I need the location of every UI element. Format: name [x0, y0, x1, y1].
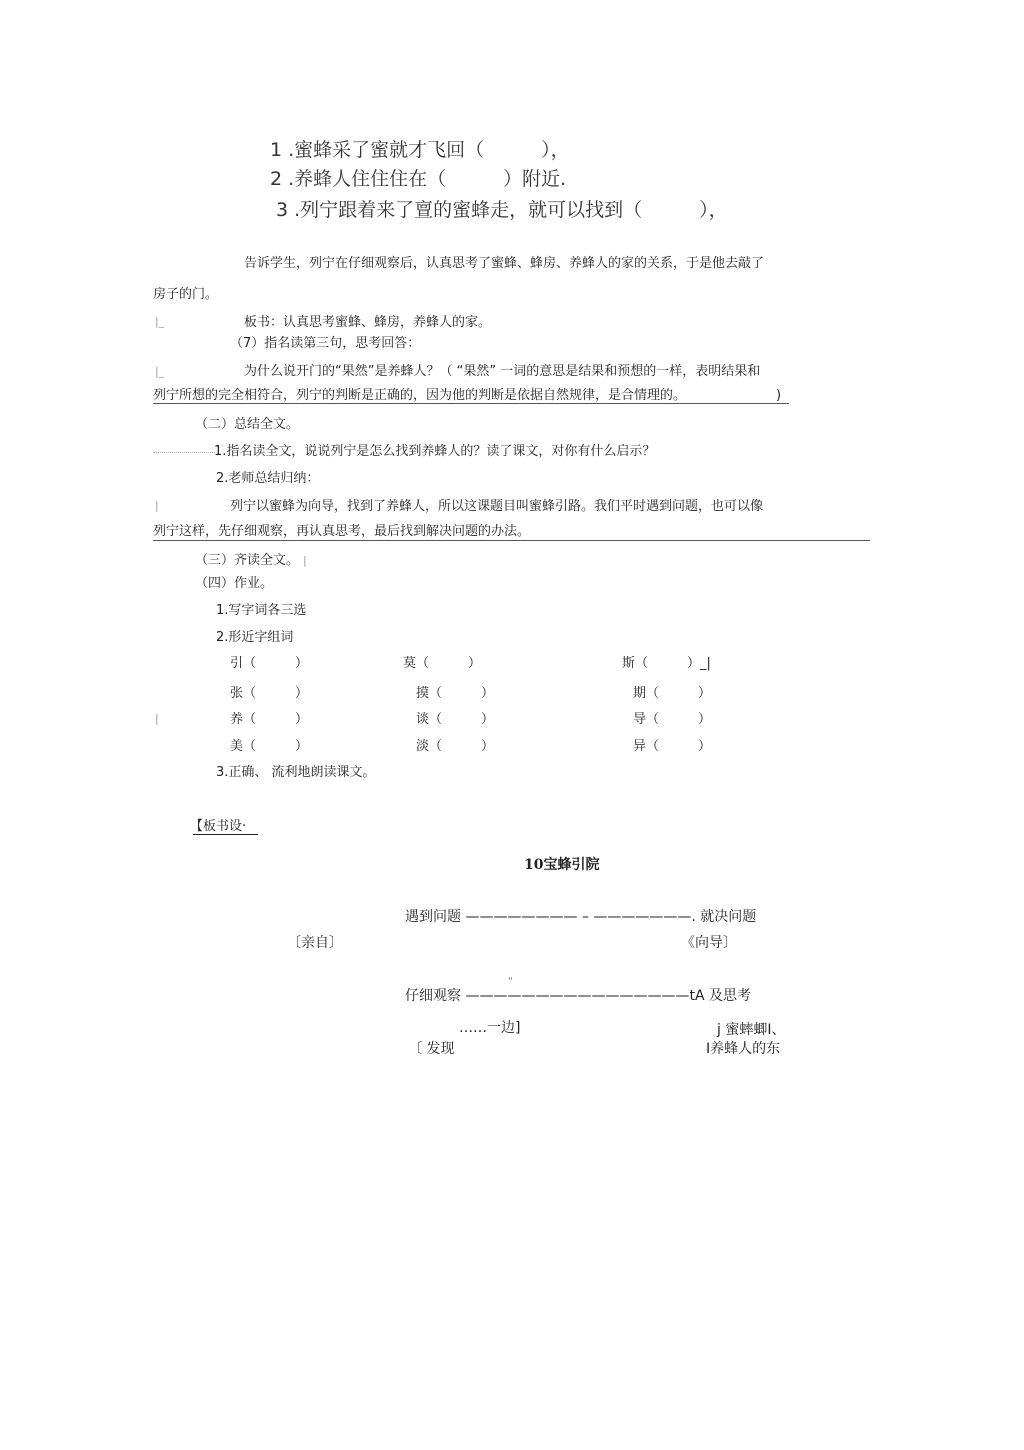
board-left-label: 〔亲自〕 — [287, 935, 343, 951]
word-group-cell: 异（ ） — [633, 739, 712, 754]
summary-line: 列宁这样，先仔细观察，再认真思考，最后找到解决问题的办法。 — [153, 524, 531, 539]
section-2-title: （二）总结全文。 — [195, 417, 300, 432]
word-group-cell: 导（ ） — [633, 712, 712, 727]
margin-mark: | — [303, 554, 307, 567]
margin-mark: | — [155, 712, 159, 725]
board-observe-line: 仔细观察 ————————————————tA 及思考 — [405, 988, 751, 1004]
word-group-cell: 斯（ ）_| — [622, 656, 711, 671]
paragraph-line: 房子的门。 — [153, 287, 219, 302]
word-group-cell: 摸（ ） — [416, 686, 495, 701]
word-group-cell: 美（ ） — [230, 739, 309, 754]
section-4-item-2: 2.形近字组词 — [216, 630, 294, 645]
word-group-cell: 期（ ） — [633, 686, 712, 701]
board-keeper: I养蜂人的东 — [706, 1041, 781, 1057]
summary-line: 列宁以蜜蜂为向导，找到了养蜂人，所以这课题目叫蜜蜂引路。我们平时遇到问题，也可以像 — [230, 499, 764, 514]
fill-blank-3: 3 .列宁跟着来了亶的蜜蜂走，就可以找到（ ）， — [276, 199, 728, 221]
word-group-cell: 淡（ ） — [416, 739, 495, 754]
dotted-leader — [153, 452, 215, 453]
section-2-item-1: 1.指名读全文，说说列宁是怎么找到养蜂人的？读了课文，对你有什么启示？ — [214, 444, 656, 459]
fill-blank-1: 1 .蜜蜂采了蜜就才飞回（ ）， — [270, 139, 570, 161]
word-group-cell: 谈（ ） — [416, 712, 495, 727]
heading-underline — [193, 834, 258, 835]
section-2-item-2: 2.老师总结归纳： — [216, 471, 320, 486]
underline — [153, 403, 789, 404]
board-bees: j 蜜蟀蝍I、 — [717, 1022, 786, 1038]
fill-blank-2: 2 .养蜂人住住住在（ ）附近. — [270, 168, 567, 190]
board-right-label: 《向导〕 — [681, 935, 737, 951]
margin-mark: |_ — [155, 315, 165, 328]
section-4-title: （四）作业。 — [195, 576, 274, 591]
question-line: 列宁所想的完全相符合，列宁的判断是正确的，因为他的判断是依据自然规律，是合情理的。 — [153, 388, 687, 403]
margin-mark: | — [155, 499, 159, 512]
board-edge: ……一边] — [459, 1020, 521, 1036]
section-4-item-3: 3.正确、 流利地朗读课文。 — [216, 765, 376, 780]
margin-mark: |_ — [155, 365, 165, 378]
board-title: 10宝蜂引院 — [524, 857, 600, 873]
word-group-cell: 引（ ） — [230, 656, 309, 671]
step-7: （7）指名读第三句，思考回答： — [230, 336, 421, 351]
section-3-title: （三）齐读全文。 — [195, 553, 300, 568]
word-group-cell: 张（ ） — [230, 686, 309, 701]
paragraph-line: 告诉学生，列宁在仔细观察后，认真思考了蜜蜂、蜂房、养蜂人的家的关系，于是他去敲了 — [244, 256, 765, 271]
board-discover: 〔 发现 — [408, 1041, 455, 1057]
question-line: 为什么说开门的“果然”是养蜂人？（ “果然” 一词的意思是结果和预想的一样，表明结果和 — [244, 364, 761, 379]
board-small-mark: " — [508, 975, 514, 988]
word-group-cell: 莫（ ） — [403, 656, 482, 671]
section-4-item-1: 1.写字词各三选 — [216, 603, 307, 618]
question-close: ) — [776, 388, 782, 403]
board-design-heading: 【板书设· — [190, 819, 247, 834]
underline — [153, 540, 870, 541]
board-note: 板书：认真思考蜜蜂、蜂房，养蜂人的家。 — [244, 315, 492, 330]
board-meet-line: 遇到问题 ———————— – ———————. 就决问题 — [405, 909, 757, 925]
word-group-cell: 养（ ） — [230, 712, 309, 727]
